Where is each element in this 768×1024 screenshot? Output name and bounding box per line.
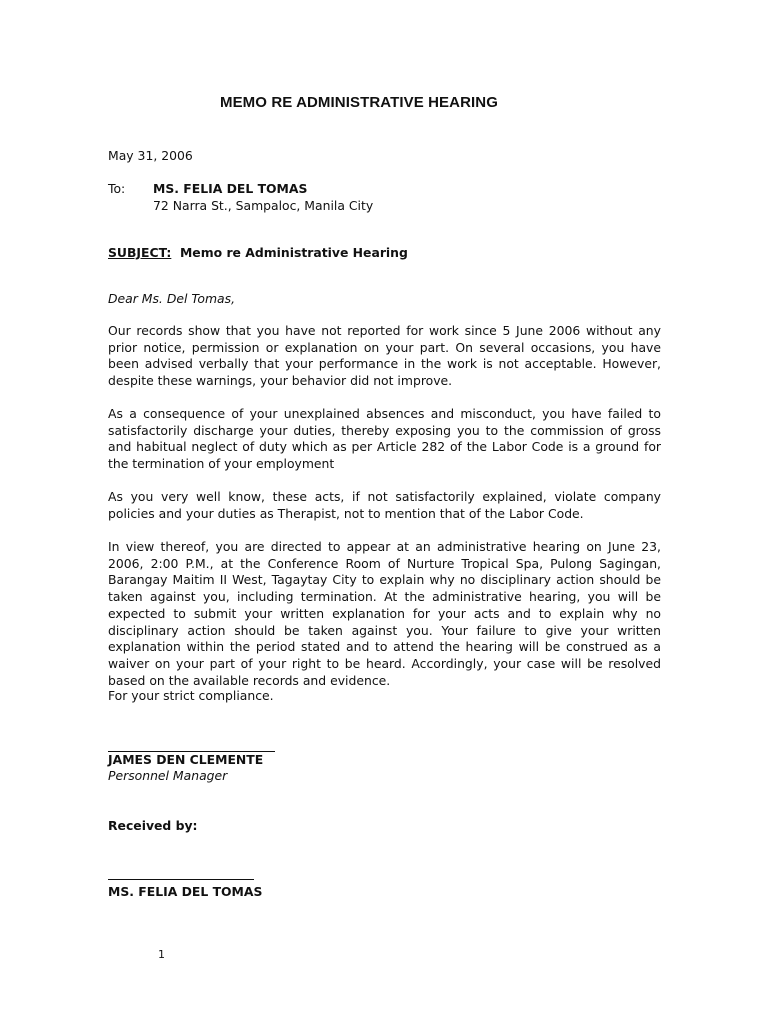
closing-line: For your strict compliance. bbox=[108, 688, 274, 703]
recipient-name: MS. FELIA DEL TOMAS bbox=[153, 181, 308, 196]
subject-label: SUBJECT: bbox=[108, 245, 172, 260]
page-number: 1 bbox=[158, 948, 165, 961]
body-paragraph-1: Our records show that you have not reported for work since 5 June 2006 without any prior notice, permission or explanation on your part. On several occasions, you have been advised verbally that your performance in the work is not acceptable. However, despite these warnings, your behavior did not improve. bbox=[108, 323, 661, 389]
receiver-signature-line bbox=[108, 879, 254, 880]
body-paragraph-4: In view thereof, you are directed to appear at an administrative hearing on June 23, 2006, 2:00 P.M., at the Conference Room of Nurture Tropical Spa, Pulong Sagingan, Barangay Maitim II West, Tagaytay City to explain why no disciplinary action should be taken against you, including termination. At the administrative hearing, you will be expected to submit your written explanation for your acts and to explain why no disciplinary action should be taken against you. Your failure to give your written explanation within the period stated and to attend the hearing will be construed as a waiver on your part of your right to be heard. Accordingly, your case will be resolved based on the available records and evidence. bbox=[108, 539, 661, 688]
memo-date: May 31, 2006 bbox=[108, 148, 193, 163]
recipient-address: 72 Narra St., Sampaloc, Manila City bbox=[153, 198, 374, 213]
receiver-name: MS. FELIA DEL TOMAS bbox=[108, 884, 263, 899]
signer-title: Personnel Manager bbox=[108, 768, 228, 783]
body-paragraph-3: As you very well know, these acts, if not satisfactorily explained, violate company policies and your duties as Therapist, not to mention that of the Labor Code. bbox=[108, 489, 661, 521]
to-label: To: bbox=[108, 181, 126, 196]
subject-text: Memo re Administrative Hearing bbox=[179, 245, 408, 260]
body-paragraph-2: As a consequence of your unexplained absences and misconduct, you have failed to satisfactorily discharge your duties, thereby exposing you to the commission of gross and habitual neglect of duty which as per Article 282 of the Labor Code is a ground for the termination of your employment bbox=[108, 406, 661, 472]
memo-title: MEMO RE ADMINISTRATIVE HEARING bbox=[219, 94, 498, 111]
salutation: Dear Ms. Del Tomas, bbox=[108, 291, 236, 306]
signer-name: JAMES DEN CLEMENTE bbox=[108, 752, 264, 767]
received-by-label: Received by: bbox=[108, 818, 198, 833]
subject-line bbox=[108, 245, 408, 260]
